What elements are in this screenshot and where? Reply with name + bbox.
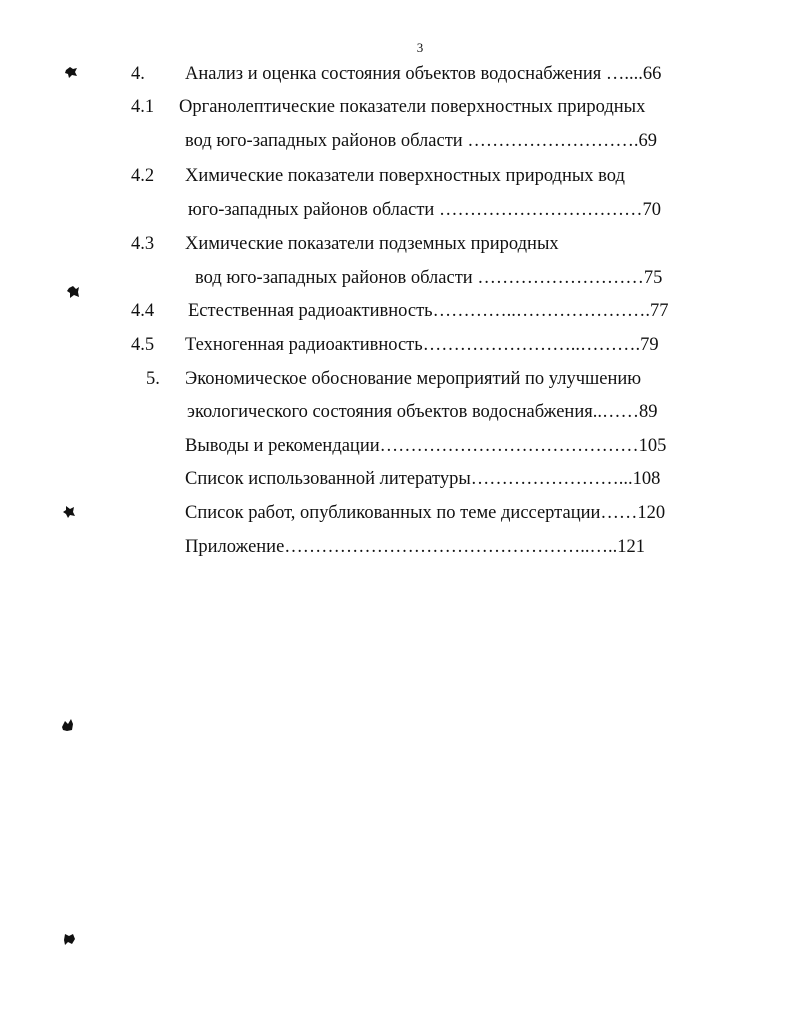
toc-entry-number: 4.2: [131, 166, 155, 186]
toc-entry-line: Выводы и рекомендации……………………………………105: [185, 436, 667, 456]
toc-entry-line: вод юго-западных районов области ……………………….69: [185, 131, 657, 151]
binder-hole-mark: [66, 285, 80, 299]
toc-entry-line: Химические показатели подземных природных: [185, 234, 559, 254]
toc-entry-line: Список работ, опубликованных по теме диссертации……120: [185, 503, 666, 523]
binder-hole-mark: [62, 932, 76, 946]
toc-entry-line: Список использованной литературы……………………...108: [185, 469, 661, 489]
toc-entry-number: 4.4: [131, 301, 155, 321]
toc-entry-line: Анализ и оценка состояния объектов водоснабжения …....66: [185, 64, 662, 84]
toc-entry-number: 4.5: [131, 335, 155, 355]
page-number: 3: [416, 40, 424, 55]
toc-entry-line: Техногенная радиоактивность……………………..……….79: [185, 335, 659, 355]
binder-hole-mark: [60, 718, 74, 732]
toc-entry-line: юго-западных районов области ……………………………70: [188, 200, 661, 220]
toc-entry-line: экологического состояния объектов водоснабжения..……89: [187, 402, 658, 422]
toc-entry-line: Приложение…………………………………………..…..121: [185, 537, 646, 557]
toc-entry-line: вод юго-западных районов области ………………………75: [195, 268, 663, 288]
toc-entry-line: Химические показатели поверхностных природных вод: [185, 166, 625, 186]
toc-entry-number: 4.1: [131, 97, 155, 117]
binder-hole-mark: [62, 505, 76, 519]
toc-entry-number: 5.: [146, 369, 160, 389]
toc-entry-line: Органолептические показатели поверхностных природных: [179, 97, 646, 117]
toc-entry-line: Естественная радиоактивность…………..………………….77: [188, 301, 669, 321]
toc-entry-number: 4.3: [131, 234, 155, 254]
toc-entry-number: 4.: [131, 64, 145, 84]
binder-hole-mark: [64, 65, 78, 79]
toc-entry-line: Экономическое обоснование мероприятий по улучшению: [185, 369, 642, 389]
